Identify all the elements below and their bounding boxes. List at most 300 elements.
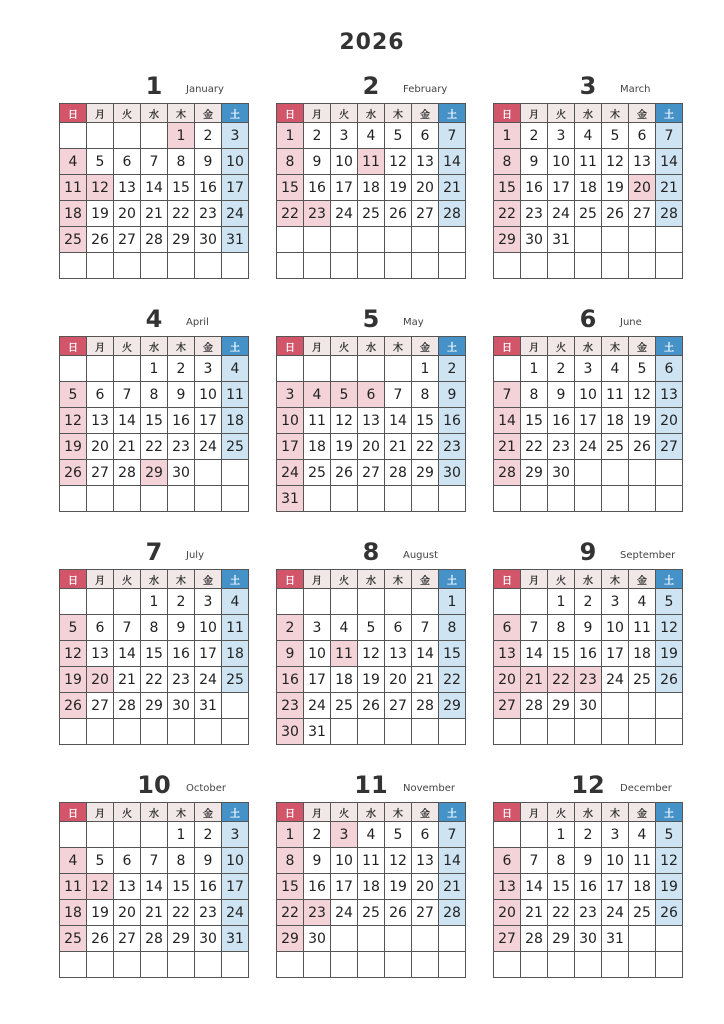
empty-cell xyxy=(87,952,114,978)
day-cell: 23 xyxy=(304,201,331,227)
day-cell: 2 xyxy=(168,589,195,615)
month-number: 11 xyxy=(354,771,388,799)
empty-cell xyxy=(412,486,439,512)
empty-cell xyxy=(439,926,466,952)
day-cell: 5 xyxy=(87,848,114,874)
day-cell: 14 xyxy=(656,149,683,175)
month-number: 2 xyxy=(362,72,380,100)
empty-cell xyxy=(412,952,439,978)
day-cell: 17 xyxy=(277,434,304,460)
empty-cell xyxy=(195,253,222,279)
day-cell: 30 xyxy=(548,460,575,486)
month-header xyxy=(59,538,249,569)
day-cell: 12 xyxy=(87,874,114,900)
empty-cell xyxy=(60,719,87,745)
day-cell: 5 xyxy=(602,123,629,149)
day-cell: 14 xyxy=(412,641,439,667)
weekday-header: 日 xyxy=(60,803,87,822)
day-cell: 8 xyxy=(277,848,304,874)
day-cell: 19 xyxy=(385,874,412,900)
weekday-header: 月 xyxy=(304,337,331,356)
day-cell: 5 xyxy=(358,615,385,641)
empty-cell xyxy=(575,253,602,279)
day-cell: 7 xyxy=(385,382,412,408)
day-cell: 14 xyxy=(141,175,168,201)
month-number: 5 xyxy=(362,305,380,333)
day-cell: 21 xyxy=(114,434,141,460)
day-cell: 21 xyxy=(141,900,168,926)
empty-cell xyxy=(439,253,466,279)
day-cell: 25 xyxy=(222,667,249,693)
empty-cell xyxy=(114,253,141,279)
weekday-header: 火 xyxy=(331,570,358,589)
empty-cell xyxy=(385,227,412,253)
month-number: 10 xyxy=(137,771,171,799)
day-cell: 24 xyxy=(602,900,629,926)
empty-cell xyxy=(412,719,439,745)
weekday-header: 土 xyxy=(439,803,466,822)
empty-cell xyxy=(412,926,439,952)
day-cell: 9 xyxy=(277,641,304,667)
day-cell: 24 xyxy=(195,667,222,693)
day-cell: 13 xyxy=(629,149,656,175)
day-cell: 24 xyxy=(548,201,575,227)
day-cell: 16 xyxy=(575,641,602,667)
day-cell: 24 xyxy=(331,900,358,926)
empty-cell xyxy=(331,486,358,512)
empty-cell xyxy=(168,952,195,978)
day-cell: 3 xyxy=(195,589,222,615)
weekday-header: 日 xyxy=(277,337,304,356)
day-cell: 16 xyxy=(195,175,222,201)
day-cell: 10 xyxy=(575,382,602,408)
empty-cell xyxy=(494,486,521,512)
day-cell: 15 xyxy=(548,641,575,667)
day-cell: 15 xyxy=(141,408,168,434)
day-cell: 3 xyxy=(304,615,331,641)
empty-cell xyxy=(521,719,548,745)
empty-cell xyxy=(87,486,114,512)
month-2 xyxy=(276,72,466,279)
day-cell: 22 xyxy=(277,900,304,926)
day-cell: 15 xyxy=(494,175,521,201)
day-cell: 19 xyxy=(358,667,385,693)
day-cell: 3 xyxy=(602,822,629,848)
month-3 xyxy=(493,72,683,279)
empty-cell xyxy=(656,227,683,253)
day-cell: 1 xyxy=(548,589,575,615)
weekday-header: 月 xyxy=(87,104,114,123)
day-cell: 18 xyxy=(358,175,385,201)
day-cell: 4 xyxy=(629,822,656,848)
day-cell: 13 xyxy=(358,408,385,434)
day-cell: 25 xyxy=(575,201,602,227)
day-cell: 21 xyxy=(439,874,466,900)
day-cell: 5 xyxy=(656,822,683,848)
weekday-header: 木 xyxy=(385,104,412,123)
month-1 xyxy=(59,72,249,279)
day-cell: 11 xyxy=(60,874,87,900)
empty-cell xyxy=(60,952,87,978)
day-cell: 2 xyxy=(304,123,331,149)
month-name: May xyxy=(403,317,424,328)
day-cell: 19 xyxy=(87,900,114,926)
day-cell: 21 xyxy=(114,667,141,693)
weekday-header: 水 xyxy=(575,570,602,589)
day-cell: 22 xyxy=(168,900,195,926)
month-number: 7 xyxy=(145,538,163,566)
month-10 xyxy=(59,771,249,978)
month-number: 9 xyxy=(579,538,597,566)
weekday-header: 日 xyxy=(277,803,304,822)
day-cell: 26 xyxy=(331,460,358,486)
weekday-header: 土 xyxy=(656,104,683,123)
day-cell: 29 xyxy=(494,227,521,253)
day-cell: 24 xyxy=(331,201,358,227)
day-cell: 20 xyxy=(629,175,656,201)
day-cell: 21 xyxy=(656,175,683,201)
weekday-header: 水 xyxy=(141,570,168,589)
empty-cell xyxy=(87,123,114,149)
day-cell: 20 xyxy=(87,434,114,460)
day-cell: 18 xyxy=(60,900,87,926)
day-cell: 18 xyxy=(602,408,629,434)
weekday-header: 金 xyxy=(629,104,656,123)
day-cell: 20 xyxy=(385,667,412,693)
weekday-header: 土 xyxy=(439,570,466,589)
day-cell: 21 xyxy=(439,175,466,201)
day-cell: 22 xyxy=(412,434,439,460)
day-cell: 15 xyxy=(439,641,466,667)
day-cell: 7 xyxy=(412,615,439,641)
weekday-header: 火 xyxy=(548,570,575,589)
weekday-header: 金 xyxy=(412,570,439,589)
empty-cell xyxy=(358,926,385,952)
day-cell: 30 xyxy=(195,227,222,253)
day-cell: 21 xyxy=(141,201,168,227)
day-cell: 26 xyxy=(358,693,385,719)
day-cell: 14 xyxy=(439,149,466,175)
day-cell: 31 xyxy=(222,227,249,253)
day-cell: 30 xyxy=(521,227,548,253)
month-5 xyxy=(276,305,466,512)
day-cell: 1 xyxy=(141,589,168,615)
day-cell: 31 xyxy=(602,926,629,952)
weekday-header: 木 xyxy=(602,803,629,822)
empty-cell xyxy=(575,719,602,745)
day-cell: 24 xyxy=(575,434,602,460)
empty-cell xyxy=(629,719,656,745)
weekday-header: 木 xyxy=(385,337,412,356)
day-cell: 19 xyxy=(331,434,358,460)
day-cell: 27 xyxy=(87,693,114,719)
day-cell: 8 xyxy=(168,848,195,874)
day-cell: 16 xyxy=(548,408,575,434)
day-cell: 22 xyxy=(141,667,168,693)
day-cell: 11 xyxy=(331,641,358,667)
month-name: February xyxy=(403,84,448,95)
weekday-header: 火 xyxy=(114,337,141,356)
day-cell: 24 xyxy=(222,900,249,926)
empty-cell xyxy=(548,253,575,279)
day-cell: 17 xyxy=(222,874,249,900)
day-cell: 14 xyxy=(114,408,141,434)
day-cell: 19 xyxy=(629,408,656,434)
day-cell: 13 xyxy=(412,848,439,874)
empty-cell xyxy=(494,589,521,615)
day-cell: 8 xyxy=(548,848,575,874)
day-cell: 13 xyxy=(494,874,521,900)
day-cell: 26 xyxy=(60,460,87,486)
day-cell: 17 xyxy=(195,641,222,667)
empty-cell xyxy=(114,952,141,978)
empty-cell xyxy=(277,952,304,978)
day-cell: 15 xyxy=(141,641,168,667)
empty-cell xyxy=(656,253,683,279)
day-cell: 29 xyxy=(168,926,195,952)
empty-cell xyxy=(331,589,358,615)
day-cell: 6 xyxy=(87,382,114,408)
empty-cell xyxy=(602,719,629,745)
day-cell: 8 xyxy=(168,149,195,175)
day-cell: 30 xyxy=(277,719,304,745)
day-cell: 31 xyxy=(277,486,304,512)
day-cell: 25 xyxy=(60,926,87,952)
day-cell: 9 xyxy=(195,848,222,874)
day-cell: 8 xyxy=(521,382,548,408)
empty-cell xyxy=(222,486,249,512)
empty-cell xyxy=(575,227,602,253)
day-cell: 7 xyxy=(439,123,466,149)
day-cell: 16 xyxy=(575,874,602,900)
day-cell: 29 xyxy=(521,460,548,486)
weekday-header: 金 xyxy=(629,570,656,589)
month-table xyxy=(276,802,466,978)
empty-cell xyxy=(277,253,304,279)
day-cell: 2 xyxy=(575,589,602,615)
day-cell: 13 xyxy=(114,874,141,900)
weekday-header: 水 xyxy=(141,803,168,822)
day-cell: 13 xyxy=(114,175,141,201)
day-cell: 24 xyxy=(195,434,222,460)
day-cell: 5 xyxy=(60,615,87,641)
empty-cell xyxy=(87,719,114,745)
month-header xyxy=(276,771,466,802)
day-cell: 6 xyxy=(114,149,141,175)
empty-cell xyxy=(114,589,141,615)
day-cell: 8 xyxy=(494,149,521,175)
day-cell: 2 xyxy=(304,822,331,848)
day-cell: 26 xyxy=(385,201,412,227)
weekday-header: 木 xyxy=(602,104,629,123)
empty-cell xyxy=(331,253,358,279)
month-header xyxy=(59,72,249,103)
weekday-header: 金 xyxy=(629,803,656,822)
day-cell: 27 xyxy=(385,693,412,719)
day-cell: 7 xyxy=(141,848,168,874)
day-cell: 26 xyxy=(656,667,683,693)
day-cell: 11 xyxy=(304,408,331,434)
empty-cell xyxy=(222,952,249,978)
day-cell: 27 xyxy=(656,434,683,460)
empty-cell xyxy=(195,952,222,978)
empty-cell xyxy=(575,952,602,978)
empty-cell xyxy=(439,719,466,745)
day-cell: 5 xyxy=(331,382,358,408)
day-cell: 28 xyxy=(439,900,466,926)
day-cell: 27 xyxy=(114,227,141,253)
month-name: August xyxy=(403,550,438,561)
empty-cell xyxy=(385,952,412,978)
empty-cell xyxy=(331,952,358,978)
weekday-header: 月 xyxy=(87,337,114,356)
day-cell: 12 xyxy=(656,848,683,874)
weekday-header: 水 xyxy=(358,337,385,356)
day-cell: 23 xyxy=(168,667,195,693)
day-cell: 10 xyxy=(331,149,358,175)
day-cell: 8 xyxy=(277,149,304,175)
day-cell: 23 xyxy=(168,434,195,460)
empty-cell xyxy=(358,952,385,978)
day-cell: 30 xyxy=(168,460,195,486)
empty-cell xyxy=(304,227,331,253)
month-4 xyxy=(59,305,249,512)
empty-cell xyxy=(656,460,683,486)
day-cell: 4 xyxy=(222,589,249,615)
month-header xyxy=(59,771,249,802)
day-cell: 18 xyxy=(358,874,385,900)
weekday-header: 土 xyxy=(222,337,249,356)
month-name: April xyxy=(186,317,209,328)
month-12 xyxy=(493,771,683,978)
day-cell: 29 xyxy=(412,460,439,486)
empty-cell xyxy=(277,356,304,382)
day-cell: 13 xyxy=(87,641,114,667)
day-cell: 16 xyxy=(195,874,222,900)
day-cell: 3 xyxy=(331,822,358,848)
day-cell: 27 xyxy=(114,926,141,952)
day-cell: 2 xyxy=(195,822,222,848)
month-11 xyxy=(276,771,466,978)
day-cell: 8 xyxy=(548,615,575,641)
day-cell: 23 xyxy=(521,201,548,227)
empty-cell xyxy=(548,486,575,512)
day-cell: 22 xyxy=(548,900,575,926)
empty-cell xyxy=(222,693,249,719)
month-table xyxy=(276,103,466,279)
empty-cell xyxy=(60,822,87,848)
month-header xyxy=(59,305,249,336)
day-cell: 17 xyxy=(331,175,358,201)
day-cell: 9 xyxy=(168,615,195,641)
month-table xyxy=(59,103,249,279)
day-cell: 28 xyxy=(114,693,141,719)
day-cell: 20 xyxy=(114,900,141,926)
month-name: December xyxy=(620,783,672,794)
empty-cell xyxy=(412,227,439,253)
empty-cell xyxy=(87,356,114,382)
day-cell: 2 xyxy=(548,356,575,382)
empty-cell xyxy=(331,227,358,253)
day-cell: 1 xyxy=(277,123,304,149)
weekday-header: 木 xyxy=(602,570,629,589)
empty-cell xyxy=(521,589,548,615)
day-cell: 3 xyxy=(602,589,629,615)
empty-cell xyxy=(521,952,548,978)
day-cell: 7 xyxy=(521,615,548,641)
day-cell: 11 xyxy=(358,848,385,874)
empty-cell xyxy=(358,589,385,615)
day-cell: 5 xyxy=(385,822,412,848)
empty-cell xyxy=(385,356,412,382)
empty-cell xyxy=(222,460,249,486)
month-8 xyxy=(276,538,466,745)
day-cell: 16 xyxy=(168,641,195,667)
empty-cell xyxy=(358,486,385,512)
day-cell: 6 xyxy=(385,615,412,641)
day-cell: 6 xyxy=(412,123,439,149)
weekday-header: 木 xyxy=(385,803,412,822)
day-cell: 18 xyxy=(629,874,656,900)
weekday-header: 金 xyxy=(412,337,439,356)
day-cell: 18 xyxy=(331,667,358,693)
empty-cell xyxy=(656,486,683,512)
day-cell: 25 xyxy=(358,201,385,227)
day-cell: 14 xyxy=(521,874,548,900)
empty-cell xyxy=(277,227,304,253)
day-cell: 10 xyxy=(602,848,629,874)
weekday-header: 火 xyxy=(331,104,358,123)
day-cell: 24 xyxy=(277,460,304,486)
day-cell: 21 xyxy=(494,434,521,460)
day-cell: 28 xyxy=(141,926,168,952)
weekday-header: 月 xyxy=(87,803,114,822)
empty-cell xyxy=(629,693,656,719)
day-cell: 12 xyxy=(385,848,412,874)
day-cell: 7 xyxy=(494,382,521,408)
weekday-header: 日 xyxy=(277,104,304,123)
empty-cell xyxy=(60,486,87,512)
day-cell: 23 xyxy=(548,434,575,460)
empty-cell xyxy=(195,460,222,486)
day-cell: 6 xyxy=(358,382,385,408)
day-cell: 13 xyxy=(412,149,439,175)
empty-cell xyxy=(141,253,168,279)
weekday-header: 金 xyxy=(195,570,222,589)
day-cell: 19 xyxy=(87,201,114,227)
month-name: July xyxy=(186,550,204,561)
day-cell: 10 xyxy=(195,615,222,641)
day-cell: 1 xyxy=(168,822,195,848)
day-cell: 30 xyxy=(168,693,195,719)
day-cell: 17 xyxy=(548,175,575,201)
day-cell: 30 xyxy=(304,926,331,952)
day-cell: 15 xyxy=(412,408,439,434)
empty-cell xyxy=(331,719,358,745)
day-cell: 27 xyxy=(412,201,439,227)
day-cell: 28 xyxy=(141,227,168,253)
empty-cell xyxy=(629,253,656,279)
day-cell: 4 xyxy=(358,123,385,149)
empty-cell xyxy=(602,460,629,486)
day-cell: 24 xyxy=(304,693,331,719)
day-cell: 28 xyxy=(412,693,439,719)
empty-cell xyxy=(60,589,87,615)
day-cell: 28 xyxy=(385,460,412,486)
day-cell: 4 xyxy=(304,382,331,408)
day-cell: 28 xyxy=(521,926,548,952)
day-cell: 2 xyxy=(575,822,602,848)
